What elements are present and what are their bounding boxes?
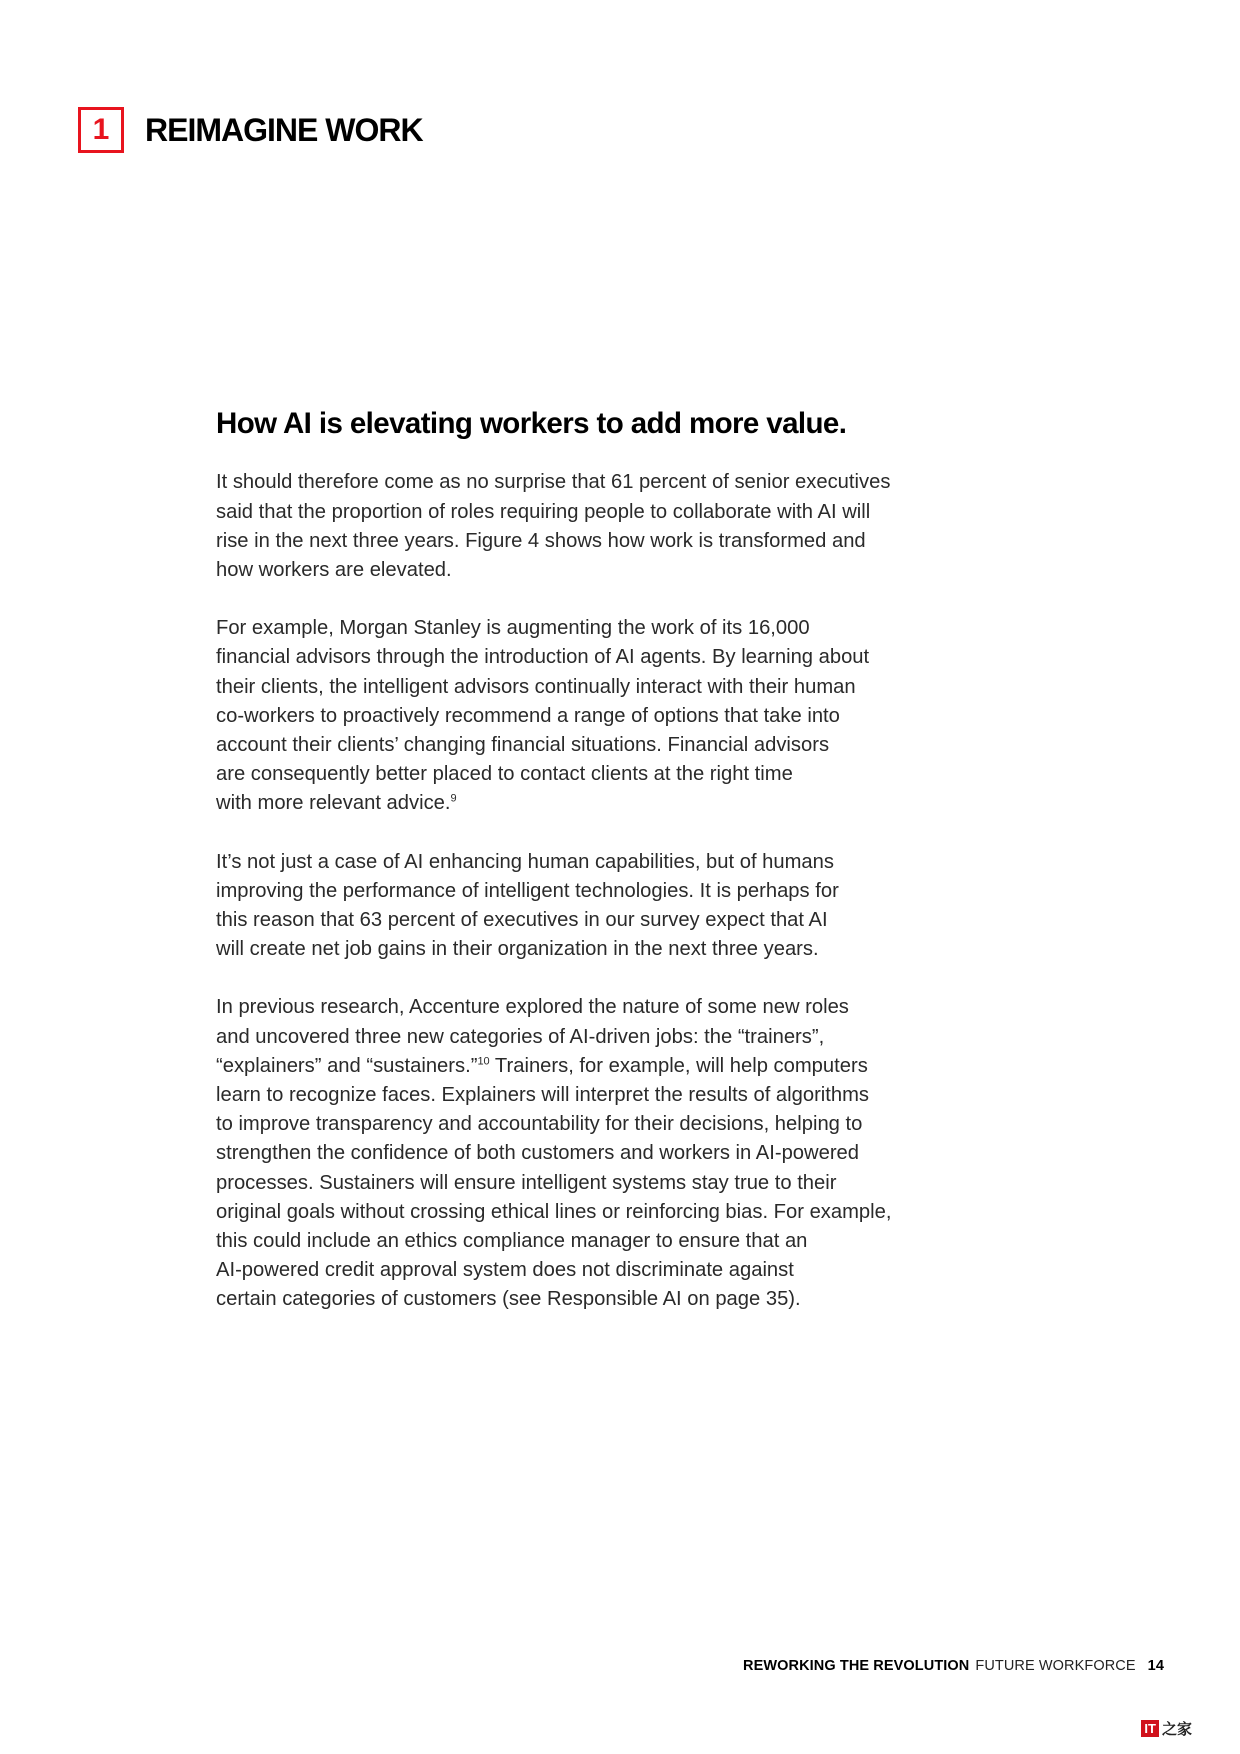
paragraph-2 bbox=[216, 614, 936, 818]
paragraph-3: It’s not just a case of AI enhancing human capabilities, but of humans improving the performance of intelligent technologies. It is perhaps for this reason that 63 percent of executives in our survey expect that AI will create net job gains in their organization in the next three years. bbox=[216, 850, 839, 961]
watermark-site-text: 之家 bbox=[1161, 1720, 1192, 1738]
section-number-box: 1 bbox=[78, 107, 124, 153]
paragraph-4-text-after: Trainers, for example, will help computers learn to recognize faces. Explainers will interpret the results of algorithms to improve transparency and accountability for their decisions, helping to strengthen the confidence of both customers and workers in AI-powered processes. Sustainers will ensure intelligent systems stay true to their original goals without crossing ethical lines or reinforcing bias. For example, this could include an ethics compliance manager to ensure that an AI-powered credit approval system does not discriminate against certain categories of customers (see Responsible AI on page 35). bbox=[216, 1054, 892, 1311]
footnote-ref[interactable]: 10 bbox=[477, 1055, 490, 1068]
section-title: REIMAGINE WORK bbox=[145, 111, 423, 148]
report-title: REWORKING THE REVOLUTION bbox=[743, 1658, 970, 1674]
article-heading: How AI is elevating workers to add more value. bbox=[216, 407, 847, 440]
page-footer bbox=[743, 1658, 1164, 1674]
paragraph-4-text-before: In previous research, Accenture explored the nature of some new roles and uncovered three new categories of AI-driven jobs: the “trainers”, “explainers” and “sustainers.” bbox=[216, 996, 849, 1077]
paragraph-4 bbox=[216, 993, 936, 1314]
page-number: 14 bbox=[1147, 1658, 1164, 1674]
paragraph-2-text: For example, Morgan Stanley is augmenting the work of its 16,000 financial advisors through the introduction of AI agents. By learning about their clients, the intelligent advisors continually interact with their human co-workers to proactively recommend a range of options that take into account their clients’ changing financial situations. Financial advisors are consequently better placed to contact clients at the right time with more relevant advice. bbox=[216, 617, 870, 815]
section-header bbox=[78, 107, 423, 153]
paragraph-1: It should therefore come as no surprise that 61 percent of senior executives said that the proportion of roles requiring people to collaborate with AI will rise in the next three years. Figure 4 shows how work is transformed and how workers are elevated. bbox=[216, 471, 891, 581]
article bbox=[216, 406, 936, 1344]
footnote-ref[interactable]: 9 bbox=[450, 792, 457, 805]
watermark-logo bbox=[1141, 1718, 1192, 1739]
watermark-logo-box: IT bbox=[1141, 1720, 1159, 1737]
report-subtitle: FUTURE WORKFORCE bbox=[975, 1658, 1136, 1674]
